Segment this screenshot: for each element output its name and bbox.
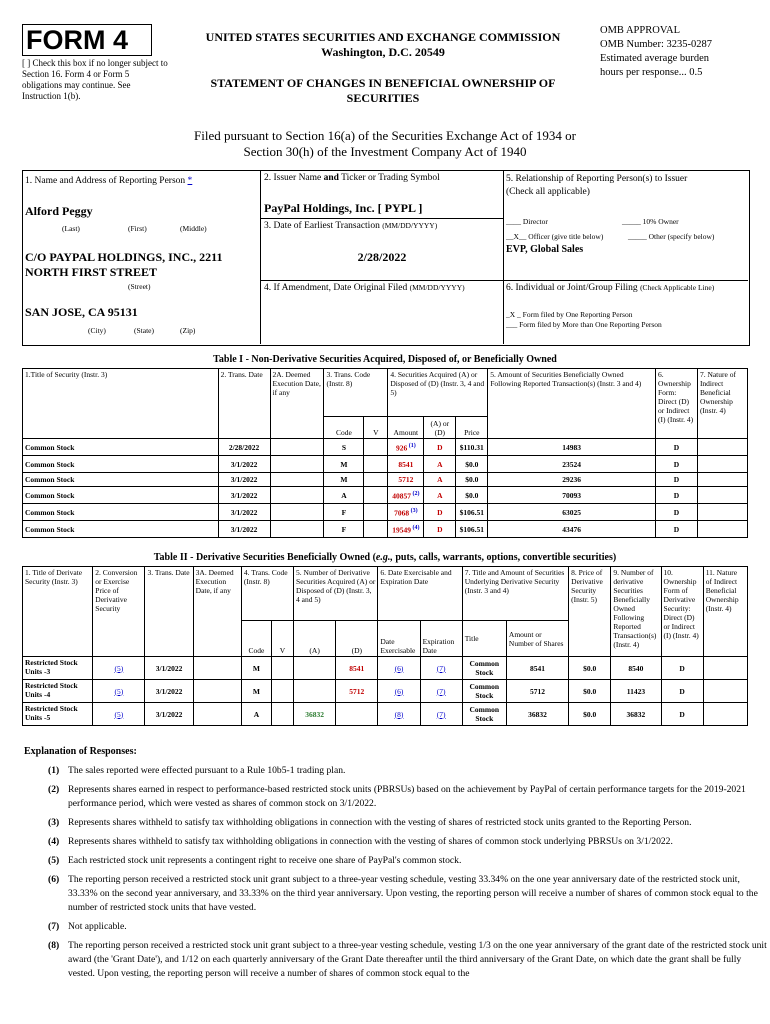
t2-trans-date: 3/1/2022 xyxy=(145,657,193,680)
t1-acquired-disposed: A xyxy=(424,456,456,473)
t1-trans-code: F xyxy=(324,521,364,538)
commission-location: Washington, D.C. 20549 xyxy=(321,45,445,59)
t1-header-acquired: 4. Securities Acquired (A) or Disposed of (D) (Instr. 3, 4 and 5) xyxy=(388,369,488,417)
t2-deemed-date xyxy=(193,680,241,703)
t1-amount: 926 $^{(1)}$ xyxy=(388,439,424,456)
t2-sub-expiration: Expiration Date xyxy=(420,621,462,657)
other-checkbox[interactable]: _____ Other (specify below) xyxy=(628,232,715,241)
street-line2: NORTH FIRST STREET xyxy=(25,265,158,279)
t1-ownership-form: D xyxy=(655,439,697,456)
t2-header-nature: 11. Nature of Indirect Beneficial Ownership (Instr. 4) xyxy=(703,567,747,657)
t1-trans-code: S xyxy=(324,439,364,456)
table-row xyxy=(23,487,748,504)
t1-ownership-form: D xyxy=(655,504,697,521)
t1-price: $0.0 xyxy=(456,456,488,473)
t1-owned: 70093 xyxy=(488,487,656,504)
t2-owned: 11423 xyxy=(611,680,661,703)
t1-security-title: Common Stock xyxy=(23,504,219,521)
t2-disposed: 5712 xyxy=(336,680,378,703)
filed-line2: Section 30(h) of the Investment Company Act of 1940 xyxy=(243,144,527,159)
t2-ownership-form: D xyxy=(661,657,703,680)
t1-acquired-disposed: D xyxy=(424,521,456,538)
street-line1: C/O PAYPAL HOLDINGS, INC., 2211 xyxy=(25,250,223,264)
multiple-reporting-persons-option[interactable]: ___ Form filed by More than One Reporting Person xyxy=(506,320,662,329)
t2-sub-date-exercisable: Date Exercisable xyxy=(378,621,420,657)
t1-sub-code: Code xyxy=(324,417,364,439)
t2-nature xyxy=(703,703,747,726)
box6-label: 6. Individual or Joint/Group Filing (Check Applicable Line) xyxy=(506,283,715,293)
t1-trans-date: 2/28/2022 xyxy=(218,439,270,456)
t2-expiration-link[interactable]: (7) xyxy=(420,657,462,680)
t1-trans-code: A xyxy=(324,487,364,504)
t1-security-title: Common Stock xyxy=(23,521,219,538)
t2-header-conversion: 2. Conversion or Exercise Price of Derivative Security xyxy=(93,567,145,657)
t2-price: $0.0 xyxy=(569,657,611,680)
city-label: (City) xyxy=(88,326,106,335)
box4-label: 4. If Amendment, Date Original Filed (MM/DD/YYYY) xyxy=(264,283,465,293)
t2-header-date: 3. Trans. Date xyxy=(145,567,193,657)
t2-acquired: 36832 xyxy=(294,703,336,726)
footnote-text: The reporting person received a restricted stock unit grant subject to a three-year vesting schedule, vesting 33.34% on the one year anniversary date of the restricted stock unit, 33.33% on the second year anniversary, and 33.33% on the third year anniversary. Upon vesting, the reporting person will receive a number of shares of common stock equal to the number of restricted stock units that have vested. xyxy=(68,874,758,913)
footnote-item xyxy=(48,939,768,981)
t1-security-title: Common Stock xyxy=(23,439,219,456)
t2-v xyxy=(271,703,293,726)
footnote-text: Represents shares withheld to satisfy tax withholding obligations in connection with the vesting of shares of restricted stock units granted to the Reporting Person. xyxy=(68,817,692,828)
t2-header-price: 8. Price of Derivative Security (Instr. 5) xyxy=(569,567,611,657)
t1-trans-date: 3/1/2022 xyxy=(218,473,270,487)
t1-ownership-form: D xyxy=(655,487,697,504)
t1-amount: 19549 $^{(4)}$ xyxy=(388,521,424,538)
zip-label: (Zip) xyxy=(180,326,196,335)
table-row xyxy=(23,456,748,473)
t2-trans-date: 3/1/2022 xyxy=(145,703,193,726)
officer-title: EVP, Global Sales xyxy=(506,244,584,255)
t2-underlying-amount: 8541 xyxy=(506,657,568,680)
burden-line2: hours per response... 0.5 xyxy=(600,67,703,78)
t2-sub-code: Code xyxy=(241,621,271,657)
t1-security-title: Common Stock xyxy=(23,456,219,473)
t2-date-exercisable-link[interactable]: (6) xyxy=(378,657,420,680)
table1-title: Table I - Non-Derivative Securities Acquired, Disposed of, or Beneficially Owned xyxy=(213,354,557,365)
t1-acquired-disposed: D xyxy=(424,439,456,456)
omb-approval-block xyxy=(600,24,712,80)
t1-nature xyxy=(697,487,747,504)
t2-security-title: Restricted Stock Units -5 xyxy=(23,703,93,726)
t1-owned: 43476 xyxy=(488,521,656,538)
t2-price: $0.0 xyxy=(569,680,611,703)
t1-price: $106.51 xyxy=(456,521,488,538)
t1-v xyxy=(364,521,388,538)
box2-label: 2. Issuer Name and Ticker or Trading Symbol xyxy=(264,173,440,183)
officer-checkbox[interactable]: __X__ Officer (give title below) xyxy=(506,232,604,241)
commission-name: UNITED STATES SECURITIES AND EXCHANGE COMMISSION xyxy=(205,30,561,44)
form-title: FORM 4 xyxy=(26,25,129,55)
t1-deemed-date xyxy=(270,521,324,538)
t1-sub-v: V xyxy=(364,417,388,439)
t2-v xyxy=(271,657,293,680)
t1-sub-ad: (A) or (D) xyxy=(424,417,456,439)
t1-header-title: 1.Title of Security (Instr. 3) xyxy=(23,369,219,439)
one-reporting-person-option[interactable]: _X _ Form filed by One Reporting Person xyxy=(506,310,633,319)
t1-deemed-date xyxy=(270,487,324,504)
table-row xyxy=(23,703,748,726)
footnote-item xyxy=(48,835,768,849)
footnote-item xyxy=(48,920,768,934)
divider xyxy=(260,218,504,219)
filed-pursuant xyxy=(0,128,770,160)
t2-acquired xyxy=(294,657,336,680)
t1-security-title: Common Stock xyxy=(23,473,219,487)
t2-underlying-amount: 36832 xyxy=(506,703,568,726)
t1-v xyxy=(364,439,388,456)
t1-acquired-disposed: D xyxy=(424,504,456,521)
table-row xyxy=(23,439,748,456)
earliest-transaction-date: 2/28/2022 xyxy=(357,250,407,264)
box1-label: 1. Name and Address of Reporting Person * xyxy=(25,176,193,186)
t1-v xyxy=(364,456,388,473)
burden-line1: Estimated average burden xyxy=(600,53,710,64)
t2-sub-a: (A) xyxy=(294,621,336,657)
t1-v xyxy=(364,487,388,504)
middle-label: (Middle) xyxy=(180,224,207,233)
statement-title: STATEMENT OF CHANGES IN BENEFICIAL OWNERSHIP OF SECURITIES xyxy=(210,76,556,105)
t2-nature xyxy=(703,657,747,680)
t2-header-form: 10. Ownership Form of Derivative Security: Direct (D) or Indirect (I) (Instr. 4) xyxy=(661,567,703,657)
footnote-item xyxy=(48,783,768,811)
box5-label-line1: 5. Relationship of Reporting Person(s) to Issuer xyxy=(506,174,688,184)
t2-ownership-form: D xyxy=(661,680,703,703)
t1-ownership-form: D xyxy=(655,473,697,487)
t2-header-underlying: 7. Title and Amount of Securities Underlying Derivative Security (Instr. 3 and 4) xyxy=(462,567,568,621)
reporting-person-footnote-link[interactable]: * xyxy=(187,176,193,186)
t2-trans-code: A xyxy=(241,703,271,726)
t1-ownership-form: D xyxy=(655,521,697,538)
t2-conversion-link[interactable]: (5) xyxy=(93,657,145,680)
reporting-person-name: Alford Peggy xyxy=(25,204,93,218)
t1-owned: 14983 xyxy=(488,439,656,456)
last-label: (Last) xyxy=(62,224,80,233)
t1-header-deemed: 2A. Deemed Execution Date, if any xyxy=(270,369,324,439)
t1-deemed-date xyxy=(270,439,324,456)
footnote-number: (1) xyxy=(48,765,60,776)
t2-price: $0.0 xyxy=(569,703,611,726)
t2-deemed-date xyxy=(193,657,241,680)
t2-owned: 8540 xyxy=(611,657,661,680)
t2-conversion-link[interactable]: (5) xyxy=(93,680,145,703)
t1-acquired-disposed: A xyxy=(424,487,456,504)
table-row xyxy=(23,473,748,487)
t1-nature xyxy=(697,504,747,521)
t2-disposed: 8541 xyxy=(336,657,378,680)
non-derivative-table xyxy=(22,368,748,538)
box3-label: 3. Date of Earliest Transaction (MM/DD/YYYY) xyxy=(264,221,438,231)
t1-amount: 8541 xyxy=(388,456,424,473)
t1-nature xyxy=(697,439,747,456)
t2-security-title: Restricted Stock Units -4 xyxy=(23,680,93,703)
t1-header-nature: 7. Nature of Indirect Beneficial Ownership (Instr. 4) xyxy=(697,369,747,439)
t2-sub-title: Title xyxy=(462,621,506,657)
t2-header-code: 4. Trans. Code (Instr. 8) xyxy=(241,567,293,621)
box5-label xyxy=(506,173,687,199)
t1-v xyxy=(364,473,388,487)
footnote-link[interactable]: (4) xyxy=(410,524,420,531)
filed-line1: Filed pursuant to Section 16(a) of the Securities Exchange Act of 1934 or xyxy=(194,128,576,143)
t1-trans-date: 3/1/2022 xyxy=(218,487,270,504)
t2-date-exercisable-link[interactable]: (6) xyxy=(378,680,420,703)
t2-header-deemed: 3A. Deemed Execution Date, if any xyxy=(193,567,241,657)
footnote-link[interactable]: (3) xyxy=(409,507,418,514)
t1-owned: 63025 xyxy=(488,504,656,521)
footnote-number: (6) xyxy=(48,874,60,885)
t1-nature xyxy=(697,456,747,473)
footnote-item xyxy=(48,873,768,915)
t1-v xyxy=(364,504,388,521)
issuer-name: PayPal Holdings, Inc. [ PYPL ] xyxy=(264,201,423,215)
t1-amount: 5712 xyxy=(388,473,424,487)
street-address xyxy=(25,250,222,280)
footnote-number: (3) xyxy=(48,817,60,828)
t1-deemed-date xyxy=(270,504,324,521)
footnote-link[interactable]: (2) xyxy=(410,490,420,497)
t1-acquired-disposed: A xyxy=(424,473,456,487)
t2-expiration-link[interactable]: (7) xyxy=(420,703,462,726)
state-label: (State) xyxy=(134,326,154,335)
t1-header-owned: 5. Amount of Securities Beneficially Owned Following Reported Transaction(s) (Instr. 3 and 4) xyxy=(488,369,656,439)
footnote-text: The reporting person received a restricted stock unit grant subject to a three-year vesting schedule, vesting 1/3 on the one year anniversary of the grant date of the restricted stock unit award (the 'Grant Date'), and 1/12 on each quarterly anniversary of the Grant Date thereafter until the third anniversary of the Grant Date, on which date the grant shall be fully vested. Upon vesting, the reporting person will receive a number of shares of common stock equal to the xyxy=(68,940,767,979)
footnote-number: (7) xyxy=(48,921,60,932)
t1-header-date: 2. Trans. Date xyxy=(218,369,270,439)
t2-trans-code: M xyxy=(241,680,271,703)
t1-security-title: Common Stock xyxy=(23,487,219,504)
t2-nature xyxy=(703,680,747,703)
t2-trans-date: 3/1/2022 xyxy=(145,680,193,703)
t1-trans-code: M xyxy=(324,473,364,487)
table-row xyxy=(23,657,748,680)
footnote-number: (5) xyxy=(48,855,60,866)
t1-price: $110.31 xyxy=(456,439,488,456)
t2-owned: 36832 xyxy=(611,703,661,726)
table-row xyxy=(23,521,748,538)
t2-header-exercisable: 6. Date Exercisable and Expiration Date xyxy=(378,567,462,621)
footnote-item xyxy=(48,816,768,830)
footnote-number: (8) xyxy=(48,940,60,951)
t2-sub-amount: Amount or Number of Shares xyxy=(506,621,568,657)
t1-ownership-form: D xyxy=(655,456,697,473)
t1-trans-code: M xyxy=(324,456,364,473)
t1-owned: 23524 xyxy=(488,456,656,473)
t1-price: $106.51 xyxy=(456,504,488,521)
t2-sub-d: (D) xyxy=(336,621,378,657)
t2-conversion-link[interactable]: (5) xyxy=(93,703,145,726)
footnote-item xyxy=(48,764,768,778)
section16-checkbox-note[interactable]: [ ] Check this box if no longer subject to Section 16. Form 4 or Form 5 obligations may continue. See Instruction 1(b). xyxy=(22,58,168,101)
derivative-table xyxy=(22,566,748,726)
t1-sub-price: Price xyxy=(456,417,488,439)
table-row xyxy=(23,680,748,703)
t2-header-number: 5. Number of Derivative Securities Acquired (A) or Disposed of (D) (Instr. 3, 4 and 5) xyxy=(294,567,378,621)
footnote-number: (2) xyxy=(48,784,60,795)
omb-approval: OMB APPROVAL xyxy=(600,25,681,36)
omb-number: OMB Number: 3235-0287 xyxy=(600,39,712,50)
t1-price: $0.0 xyxy=(456,473,488,487)
t1-trans-date: 3/1/2022 xyxy=(218,456,270,473)
t1-sub-amount: Amount xyxy=(388,417,424,439)
footnote-text: Each restricted stock unit represents a contingent right to receive one share of PayPal's common stock. xyxy=(68,855,462,866)
t2-date-exercisable-link[interactable]: (8) xyxy=(378,703,420,726)
t1-price: $0.0 xyxy=(456,487,488,504)
t1-nature xyxy=(697,473,747,487)
table2-title: Table II - Derivative Securities Beneficially Owned (e.g., puts, calls, warrants, options, convertible securities) xyxy=(153,552,617,563)
footnote-text: Represents shares earned in respect to performance-based restricted stock units (PBRSUs) based on the achievement by PayPal of certain performance targets for the 2019-2021 performance period, which were vested as shares of common stock on 3/1/2022. xyxy=(68,784,746,809)
t2-header-title: 1. Title of Derivate Security (Instr. 3) xyxy=(23,567,93,657)
t2-underlying-title: Common Stock xyxy=(462,703,506,726)
t1-deemed-date xyxy=(270,456,324,473)
t2-v xyxy=(271,680,293,703)
t2-disposed xyxy=(336,703,378,726)
t2-deemed-date xyxy=(193,703,241,726)
explanation-title: Explanation of Responses: xyxy=(24,746,137,757)
first-label: (First) xyxy=(128,224,147,233)
footnote-link[interactable]: (1) xyxy=(407,442,416,449)
t1-trans-date: 3/1/2022 xyxy=(218,504,270,521)
divider xyxy=(260,280,748,281)
t2-sub-v: V xyxy=(271,621,293,657)
footnote-text: Not applicable. xyxy=(68,921,127,932)
t1-header-form: 6. Ownership Form: Direct (D) or Indirect (I) (Instr. 4) xyxy=(655,369,697,439)
ten-percent-owner-checkbox[interactable]: _____ 10% Owner xyxy=(622,217,679,226)
t1-trans-code: F xyxy=(324,504,364,521)
director-checkbox[interactable]: ____ Director xyxy=(506,217,548,226)
t1-amount: 40857 $^{(2)}$ xyxy=(388,487,424,504)
t2-security-title: Restricted Stock Units -3 xyxy=(23,657,93,680)
t1-deemed-date xyxy=(270,473,324,487)
t1-amount: 7068 $^{(3)}$ xyxy=(388,504,424,521)
city-state-zip: SAN JOSE, CA 95131 xyxy=(25,305,138,319)
t2-acquired xyxy=(294,680,336,703)
t1-owned: 29236 xyxy=(488,473,656,487)
t1-nature xyxy=(697,521,747,538)
t1-trans-date: 3/1/2022 xyxy=(218,521,270,538)
t2-trans-code: M xyxy=(241,657,271,680)
footnote-text: Represents shares withheld to satisfy tax withholding obligations in connection with the vesting of shares of common stock underlying PBRSUs on 3/1/2022. xyxy=(68,836,673,847)
t2-header-owned: 9. Number of derivative Securities Beneficially Owned Following Reported Transaction(s) (Instr. 4) xyxy=(611,567,661,657)
t2-underlying-title: Common Stock xyxy=(462,657,506,680)
t1-header-code: 3. Trans. Code (Instr. 8) xyxy=(324,369,388,417)
t2-ownership-form: D xyxy=(661,703,703,726)
footnote-item xyxy=(48,854,768,868)
t2-underlying-title: Common Stock xyxy=(462,680,506,703)
footnote-text: The sales reported were effected pursuant to a Rule 10b5-1 trading plan. xyxy=(68,765,346,776)
box5-label-line2: (Check all applicable) xyxy=(506,187,590,197)
t2-underlying-amount: 5712 xyxy=(506,680,568,703)
explanation-notes xyxy=(24,764,767,986)
footnote-number: (4) xyxy=(48,836,60,847)
table-row xyxy=(23,504,748,521)
street-label: (Street) xyxy=(128,282,151,291)
t2-expiration-link[interactable]: (7) xyxy=(420,680,462,703)
